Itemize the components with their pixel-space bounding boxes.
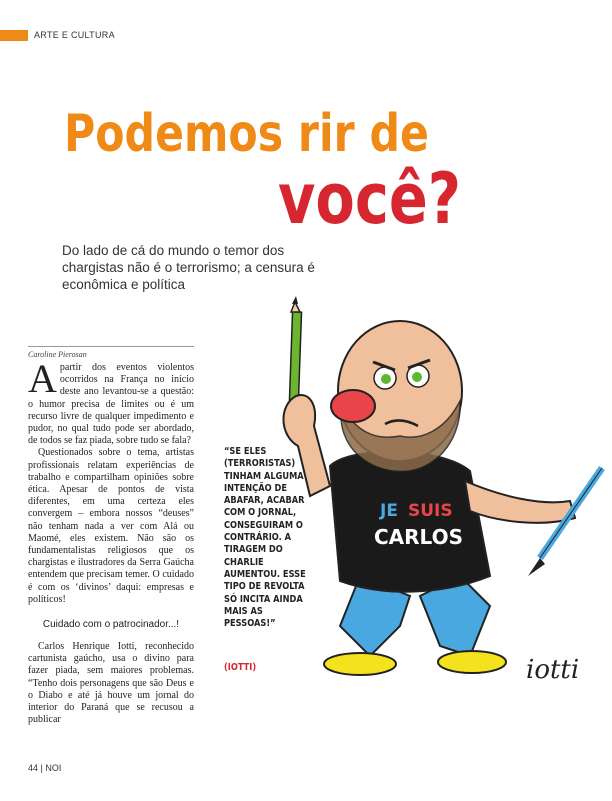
article-body xyxy=(28,356,194,726)
shirt-text-suis: SUIS xyxy=(408,501,453,521)
paragraph-1 xyxy=(28,356,194,447)
magazine-name: NOI xyxy=(45,763,62,773)
quote-credit: (IOTTI) xyxy=(224,662,257,673)
headline-line-2: você? xyxy=(278,158,462,240)
paragraph-2: Questionados sobre o tema, artistas profissionais relatam experiências de trabalho e compartilham opiniões sobre ética. Apesar de pontos de vista diferentes, em uma certeza eles convergem – embora nossos “deuses” não tenham nada a ver com Alá ou Maomé, eles existem. Não são os fundamentalistas religiosos que os chargistas e ilustradores da Serra Gaúcha entendem que precisam temer. O cuidado é com os ‘divinos’ daqui: empresas e políticos! xyxy=(28,447,194,605)
page-number: 44 xyxy=(28,763,39,773)
author-byline: Caroline Pierosan xyxy=(28,350,87,359)
pull-quote: “SE ELES (TERRORISTAS) TINHAM ALGUMA INTENÇÃO DE ABAFAR, ACABAR COM O JORNAL, CONSEGUIRAM O CONTRÁRIO. A TIRAGEM DO CHARLIE AUMENTOU. ESSE TIPO DE REVOLTA SÓ INCITA AINDA MAIS AS PESSOAS!” xyxy=(224,446,306,630)
section-accent-bar xyxy=(0,30,28,41)
paragraph-1-text: partir dos eventos violentos ocorridos na França no início deste ano levantou-se a questão: o humor precisa de limites ou é um recurso livre de qualquer impedimento e pudor, no qual tudo pode ser abordado, de todos se faz piada, sobre tudo se fala? xyxy=(28,362,194,447)
artist-signature: iotti xyxy=(526,655,580,685)
page-footer xyxy=(28,763,61,773)
pencil-icon xyxy=(289,296,301,410)
footer-separator: | xyxy=(40,763,43,773)
headline-line-1: Podemos rir de xyxy=(64,104,429,164)
subheading: Cuidado com o patrocinador...! xyxy=(42,619,180,631)
shirt-text-carlos: CARLOS xyxy=(374,525,463,549)
shirt-text-je: JE xyxy=(380,501,398,521)
subtitle: Do lado de cá do mundo o temor dos chargistas não é o terrorismo; a censura é econômica e política xyxy=(62,243,315,292)
section-label: ARTE E CULTURA xyxy=(34,30,115,40)
author-rule xyxy=(28,346,194,347)
drop-cap: A xyxy=(28,356,57,401)
paragraph-3: Carlos Henrique Iotti, reconhecido cartunista gaúcho, usa o divino para fazer piada, sem maiores problemas. “Tenho dois personagens que são Deus e o Diabo e até já houve um jornal do interior do Paraná que se recusou a publicar xyxy=(28,641,194,726)
